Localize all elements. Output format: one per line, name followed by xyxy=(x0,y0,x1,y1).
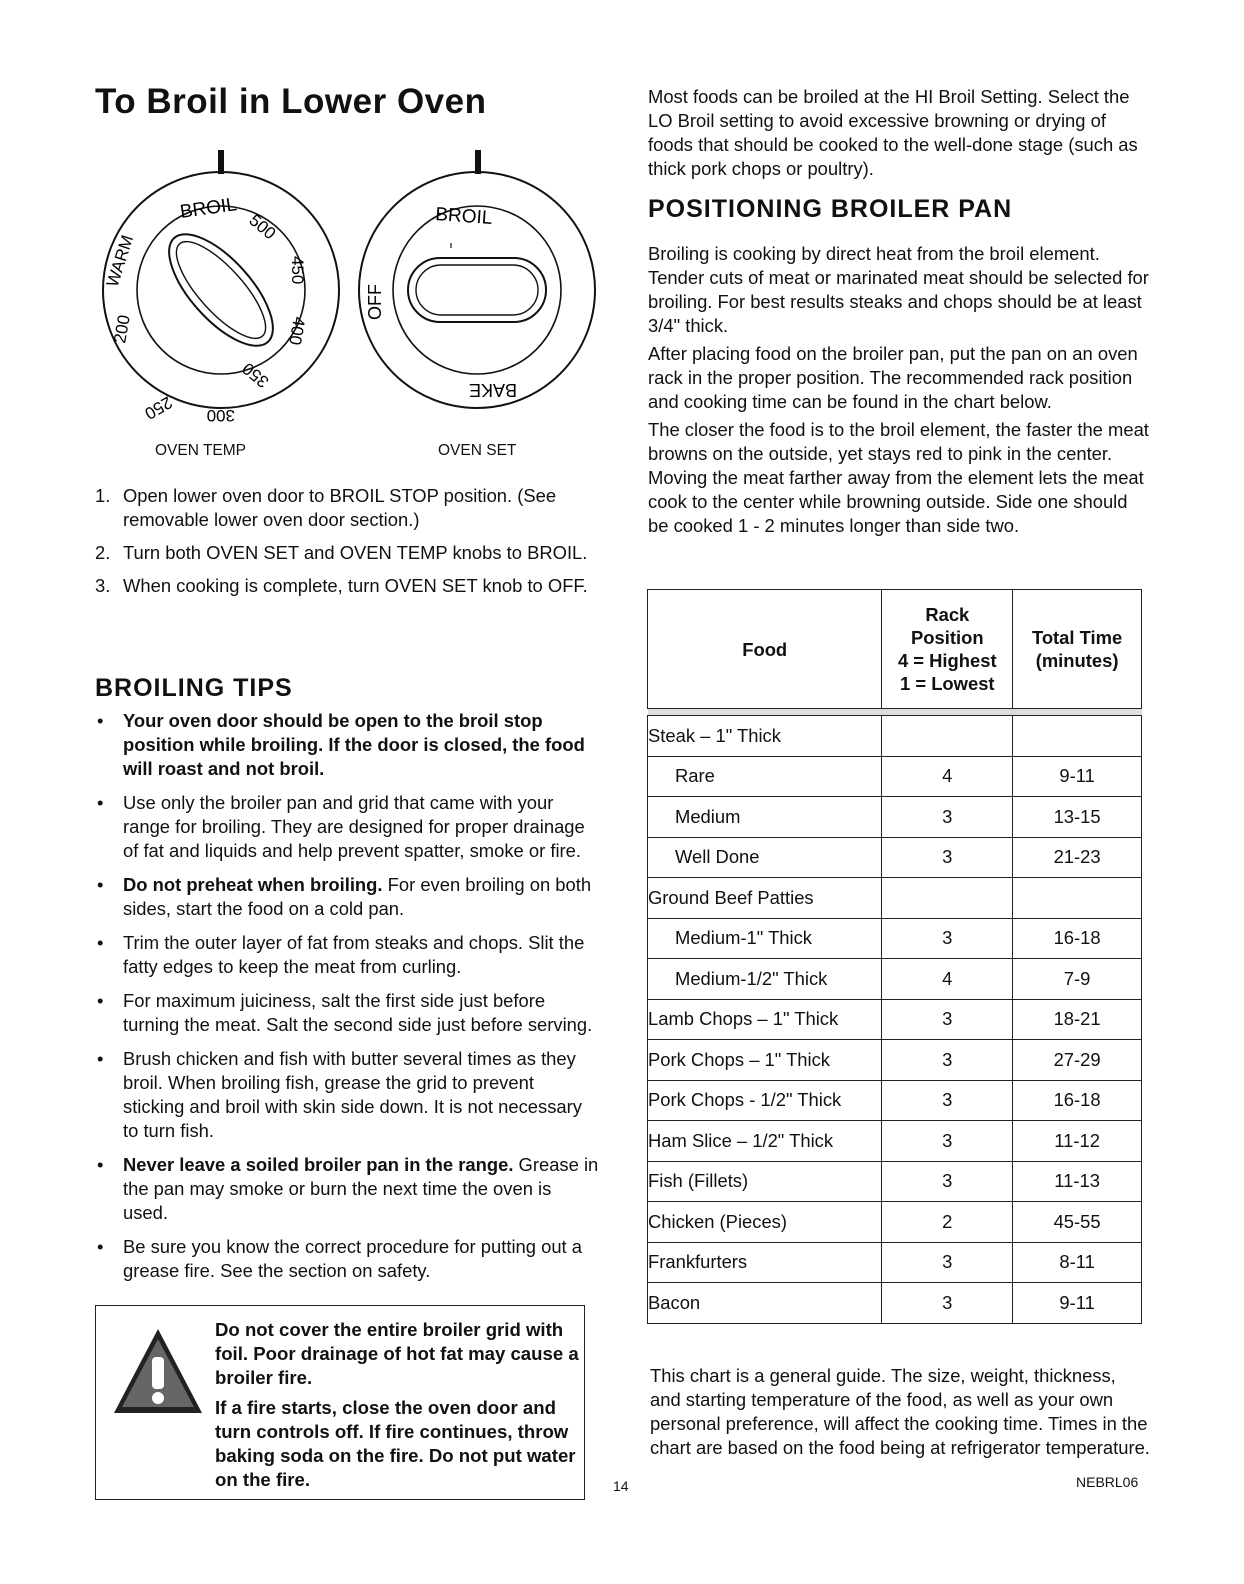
broiling-chart-table xyxy=(647,589,1142,1324)
cell-food: Medium xyxy=(648,797,882,838)
cell-total-time: 9-11 xyxy=(1013,1283,1142,1324)
tip-item: • Trim the outer layer of fat from steaks and chops. Slit the fatty edges to keep the meat from curling. xyxy=(97,932,585,977)
cell-rack-position: 3 xyxy=(882,1121,1013,1162)
tip-item: • Never leave a soiled broiler pan in the range. Grease in the pan may smoke or burn the next time the oven is used. xyxy=(97,1154,599,1223)
tip-item: • Your oven door should be open to the broil stop position while broiling. If the door is closed, the food will roast and not broil. xyxy=(97,710,585,779)
cell-food: Frankfurters xyxy=(648,1242,882,1283)
cell-total-time: 21-23 xyxy=(1013,837,1142,878)
tip-item: • Be sure you know the correct procedure for putting out a grease fire. See the section on safety. xyxy=(97,1236,583,1281)
oven-temp-mark-400: 400 xyxy=(285,315,309,347)
cell-rack-position: 3 xyxy=(882,999,1013,1040)
oven-temp-mark-broil: BROIL xyxy=(178,194,239,223)
table-row xyxy=(648,1080,1142,1121)
oven-temp-mark-500: 500 xyxy=(245,210,280,244)
cell-total-time: 8-11 xyxy=(1013,1242,1142,1283)
paragraph: After placing food on the broiler pan, put the pan on an oven rack in the proper position. The recommended rack position and cooking time can be found in the chart below. xyxy=(648,343,1138,412)
positioning-text xyxy=(648,242,1150,538)
cell-total-time: 11-13 xyxy=(1013,1161,1142,1202)
header-food: Food xyxy=(648,590,882,709)
oven-set-dial xyxy=(359,150,595,408)
oven-temp-mark-300: 300 xyxy=(206,406,235,425)
cell-rack-position: 3 xyxy=(882,1242,1013,1283)
cell-rack-position: 3 xyxy=(882,1283,1013,1324)
cell-food: Ham Slice – 1/2" Thick xyxy=(648,1121,882,1162)
cell-total-time: 13-15 xyxy=(1013,797,1142,838)
cell-rack-position: 3 xyxy=(882,797,1013,838)
oven-temp-dial xyxy=(103,150,339,425)
cell-food: Pork Chops - 1/2" Thick xyxy=(648,1080,882,1121)
broiling-tips-list xyxy=(95,709,600,1293)
cell-rack-position: 4 xyxy=(882,959,1013,1000)
table-row xyxy=(648,959,1142,1000)
oven-temp-mark-350: 350 xyxy=(238,358,273,392)
oven-set-mark-off: OFF xyxy=(365,284,385,320)
positioning-heading: POSITIONING BROILER PAN xyxy=(648,195,1013,223)
table-row xyxy=(648,1121,1142,1162)
cell-rack-position: 3 xyxy=(882,837,1013,878)
oven-temp-mark-450: 450 xyxy=(288,256,307,285)
step-item: 3. When cooking is complete, turn OVEN SET knob to OFF. xyxy=(95,575,588,596)
tip-item: • For maximum juiciness, salt the first side just before turning the meat. Salt the second side just before serving. xyxy=(97,990,593,1035)
cell-total-time: 18-21 xyxy=(1013,999,1142,1040)
table-row xyxy=(648,878,1142,919)
cell-total-time: 45-55 xyxy=(1013,1202,1142,1243)
cell-total-time: 11-12 xyxy=(1013,1121,1142,1162)
cell-rack-position xyxy=(882,878,1013,919)
header-total-time: Total Time (minutes) xyxy=(1013,590,1142,709)
header-rack-position: Rack Position 4 = Highest 1 = Lowest xyxy=(882,590,1013,709)
table-row xyxy=(648,1242,1142,1283)
table-row xyxy=(648,1202,1142,1243)
cell-rack-position: 3 xyxy=(882,1161,1013,1202)
warning-text xyxy=(215,1318,585,1492)
oven-temp-mark-200: 200 xyxy=(110,313,134,345)
cell-total-time: 16-18 xyxy=(1013,1080,1142,1121)
table-row xyxy=(648,837,1142,878)
table-row xyxy=(648,1283,1142,1324)
cell-rack-position: 3 xyxy=(882,1040,1013,1081)
table-row xyxy=(648,1161,1142,1202)
intro-paragraph: Most foods can be broiled at the HI Broil Setting. Select the LO Broil setting to avoid excessive browning or drying of foods that should be cooked to the well-done stage (such as thick pork chops or poultry). xyxy=(648,86,1138,179)
page-title: To Broil in Lower Oven xyxy=(95,82,487,121)
oven-dials-illustration xyxy=(85,148,615,468)
broil-steps-list xyxy=(95,484,600,607)
cell-total-time: 7-9 xyxy=(1013,959,1142,1000)
cell-rack-position: 3 xyxy=(882,1080,1013,1121)
step-item: 2. Turn both OVEN SET and OVEN TEMP knobs to BROIL. xyxy=(95,542,588,563)
document-code: NEBRL06 xyxy=(1076,1474,1139,1490)
paragraph: Broiling is cooking by direct heat from the broil element. Tender cuts of meat or marinated meat should be selected for broiling. For best results steaks and chops should be at least 3/4" thick. xyxy=(648,243,1149,336)
cell-food: Chicken (Pieces) xyxy=(648,1202,882,1243)
table-row xyxy=(648,999,1142,1040)
cell-rack-position: 2 xyxy=(882,1202,1013,1243)
table-row xyxy=(648,1040,1142,1081)
cell-food: Fish (Fillets) xyxy=(648,1161,882,1202)
cell-food: Ground Beef Patties xyxy=(648,878,882,919)
cell-food: Medium-1" Thick xyxy=(648,918,882,959)
chart-footnote: This chart is a general guide. The size, weight, thickness, and starting temperature of the food, as well as your own personal preference, will affect the cooking time. Times in the chart are based on the food being at refrigerator temperature. xyxy=(650,1365,1150,1458)
cell-food: Pork Chops – 1" Thick xyxy=(648,1040,882,1081)
cell-food: Medium-1/2" Thick xyxy=(648,959,882,1000)
cell-total-time xyxy=(1013,716,1142,757)
tip-item: • Brush chicken and fish with butter several times as they broil. When broiling fish, grease the grid to prevent sticking and broil with skin side down. It is not necessary to turn fish. xyxy=(97,1048,582,1141)
oven-set-mark-broil: BROIL xyxy=(434,204,494,229)
cell-food: Rare xyxy=(648,756,882,797)
broiling-tips-heading: BROILING TIPS xyxy=(95,674,293,702)
page-number: 14 xyxy=(613,1478,629,1494)
warning-icon xyxy=(112,1327,204,1415)
paragraph: The closer the food is to the broil element, the faster the meat browns on the outside, yet stays red to pink in the center. Moving the meat farther away from the element lets the meat cook to the center while browning outside. Side one should be cooked 1 - 2 minutes longer than side two. xyxy=(648,419,1149,536)
cell-total-time xyxy=(1013,878,1142,919)
cell-total-time: 16-18 xyxy=(1013,918,1142,959)
cell-total-time: 9-11 xyxy=(1013,756,1142,797)
tip-item: • Use only the broiler pan and grid that came with your range for broiling. They are designed for proper drainage of fat and liquids and help prevent spatter, smoke or fire. xyxy=(97,792,585,861)
table-row xyxy=(648,918,1142,959)
table-row xyxy=(648,797,1142,838)
cell-food: Bacon xyxy=(648,1283,882,1324)
cell-rack-position: 3 xyxy=(882,918,1013,959)
cell-rack-position xyxy=(882,716,1013,757)
table-body xyxy=(648,716,1142,1324)
cell-food: Lamb Chops – 1" Thick xyxy=(648,999,882,1040)
oven-set-mark-bake: BAKE xyxy=(468,380,517,400)
table-row xyxy=(648,756,1142,797)
warning-paragraph: If a fire starts, close the oven door and turn controls off. If fire continues, throw baking soda on the fire. Do not put water on the fire. xyxy=(215,1397,576,1490)
table-row xyxy=(648,716,1142,757)
cell-food: Well Done xyxy=(648,837,882,878)
oven-set-label: OVEN SET xyxy=(438,442,517,459)
table-header-row xyxy=(648,590,1142,709)
cell-rack-position: 4 xyxy=(882,756,1013,797)
warning-paragraph: Do not cover the entire broiler grid with foil. Poor drainage of hot fat may cause a broiler fire. xyxy=(215,1319,579,1388)
oven-temp-mark-250: 250 xyxy=(141,392,176,424)
step-item: 1. Open lower oven door to BROIL STOP position. (See removable lower oven door section.) xyxy=(95,485,557,530)
oven-temp-label: OVEN TEMP xyxy=(155,442,247,459)
tip-item: • Do not preheat when broiling. For even broiling on both sides, start the food on a cold pan. xyxy=(97,874,592,919)
cell-food: Steak – 1" Thick xyxy=(648,716,882,757)
oven-temp-mark-warm: WARM xyxy=(102,232,138,290)
cell-total-time: 27-29 xyxy=(1013,1040,1142,1081)
